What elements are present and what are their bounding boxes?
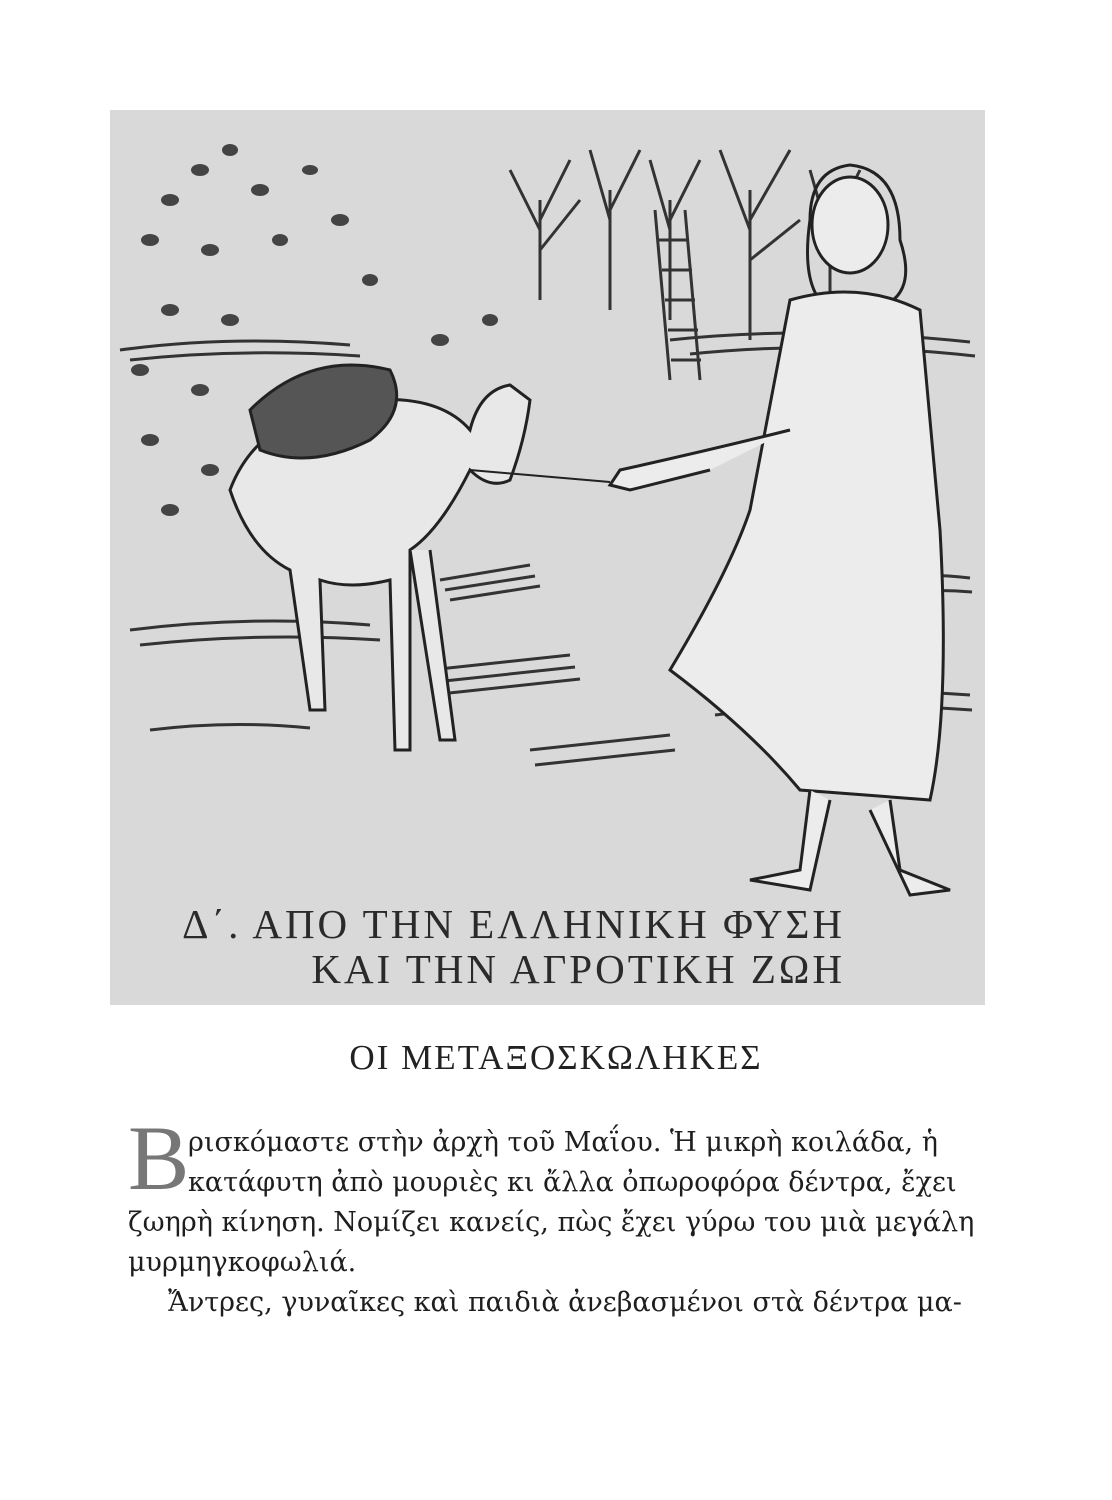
body-line-2: κατάφυτη ἀπὸ μουριὲς κι ἄλλα ὀπωροφόρα δέντρα, ἔχει (188, 1167, 957, 1198)
body-line-5: Ἄντρες, γυναῖκες καὶ παιδιὰ ἀνεβασμένοι στὰ δέντρα μα- (168, 1287, 962, 1318)
chapter-title (110, 902, 985, 992)
body-line-4: μυρμηγκοφωλιά. (128, 1247, 357, 1278)
section-title: ΟΙ ΜΕΤΑΞΟΣΚΩΛΗΚΕΣ (349, 1038, 763, 1077)
chapter-title-line1: Δ΄. ΑΠΟ ΤΗΝ ΕΛΛΗΝΙΚΗ ΦΥΣΗ (182, 901, 845, 947)
chapter-title-line2: ΚΑΙ ΤΗΝ ΑΓΡΟΤΙΚΗ ΖΩΗ (311, 946, 845, 992)
woodcut-illustration (110, 110, 985, 1005)
body-line-3: ζωηρὴ κίνηση. Νομίζει κανείς, πὼς ἔχει γύρω του μιὰ μεγάλη (128, 1207, 975, 1238)
body-line-1: ρισκόμαστε στὴν ἀρχὴ τοῦ Μαΐου. Ἡ μικρὴ κοιλάδα, ἡ (188, 1127, 938, 1158)
drop-cap: Β (128, 1107, 190, 1209)
donkey-figure (230, 365, 530, 750)
orchard-scene-drawing (110, 110, 985, 1005)
